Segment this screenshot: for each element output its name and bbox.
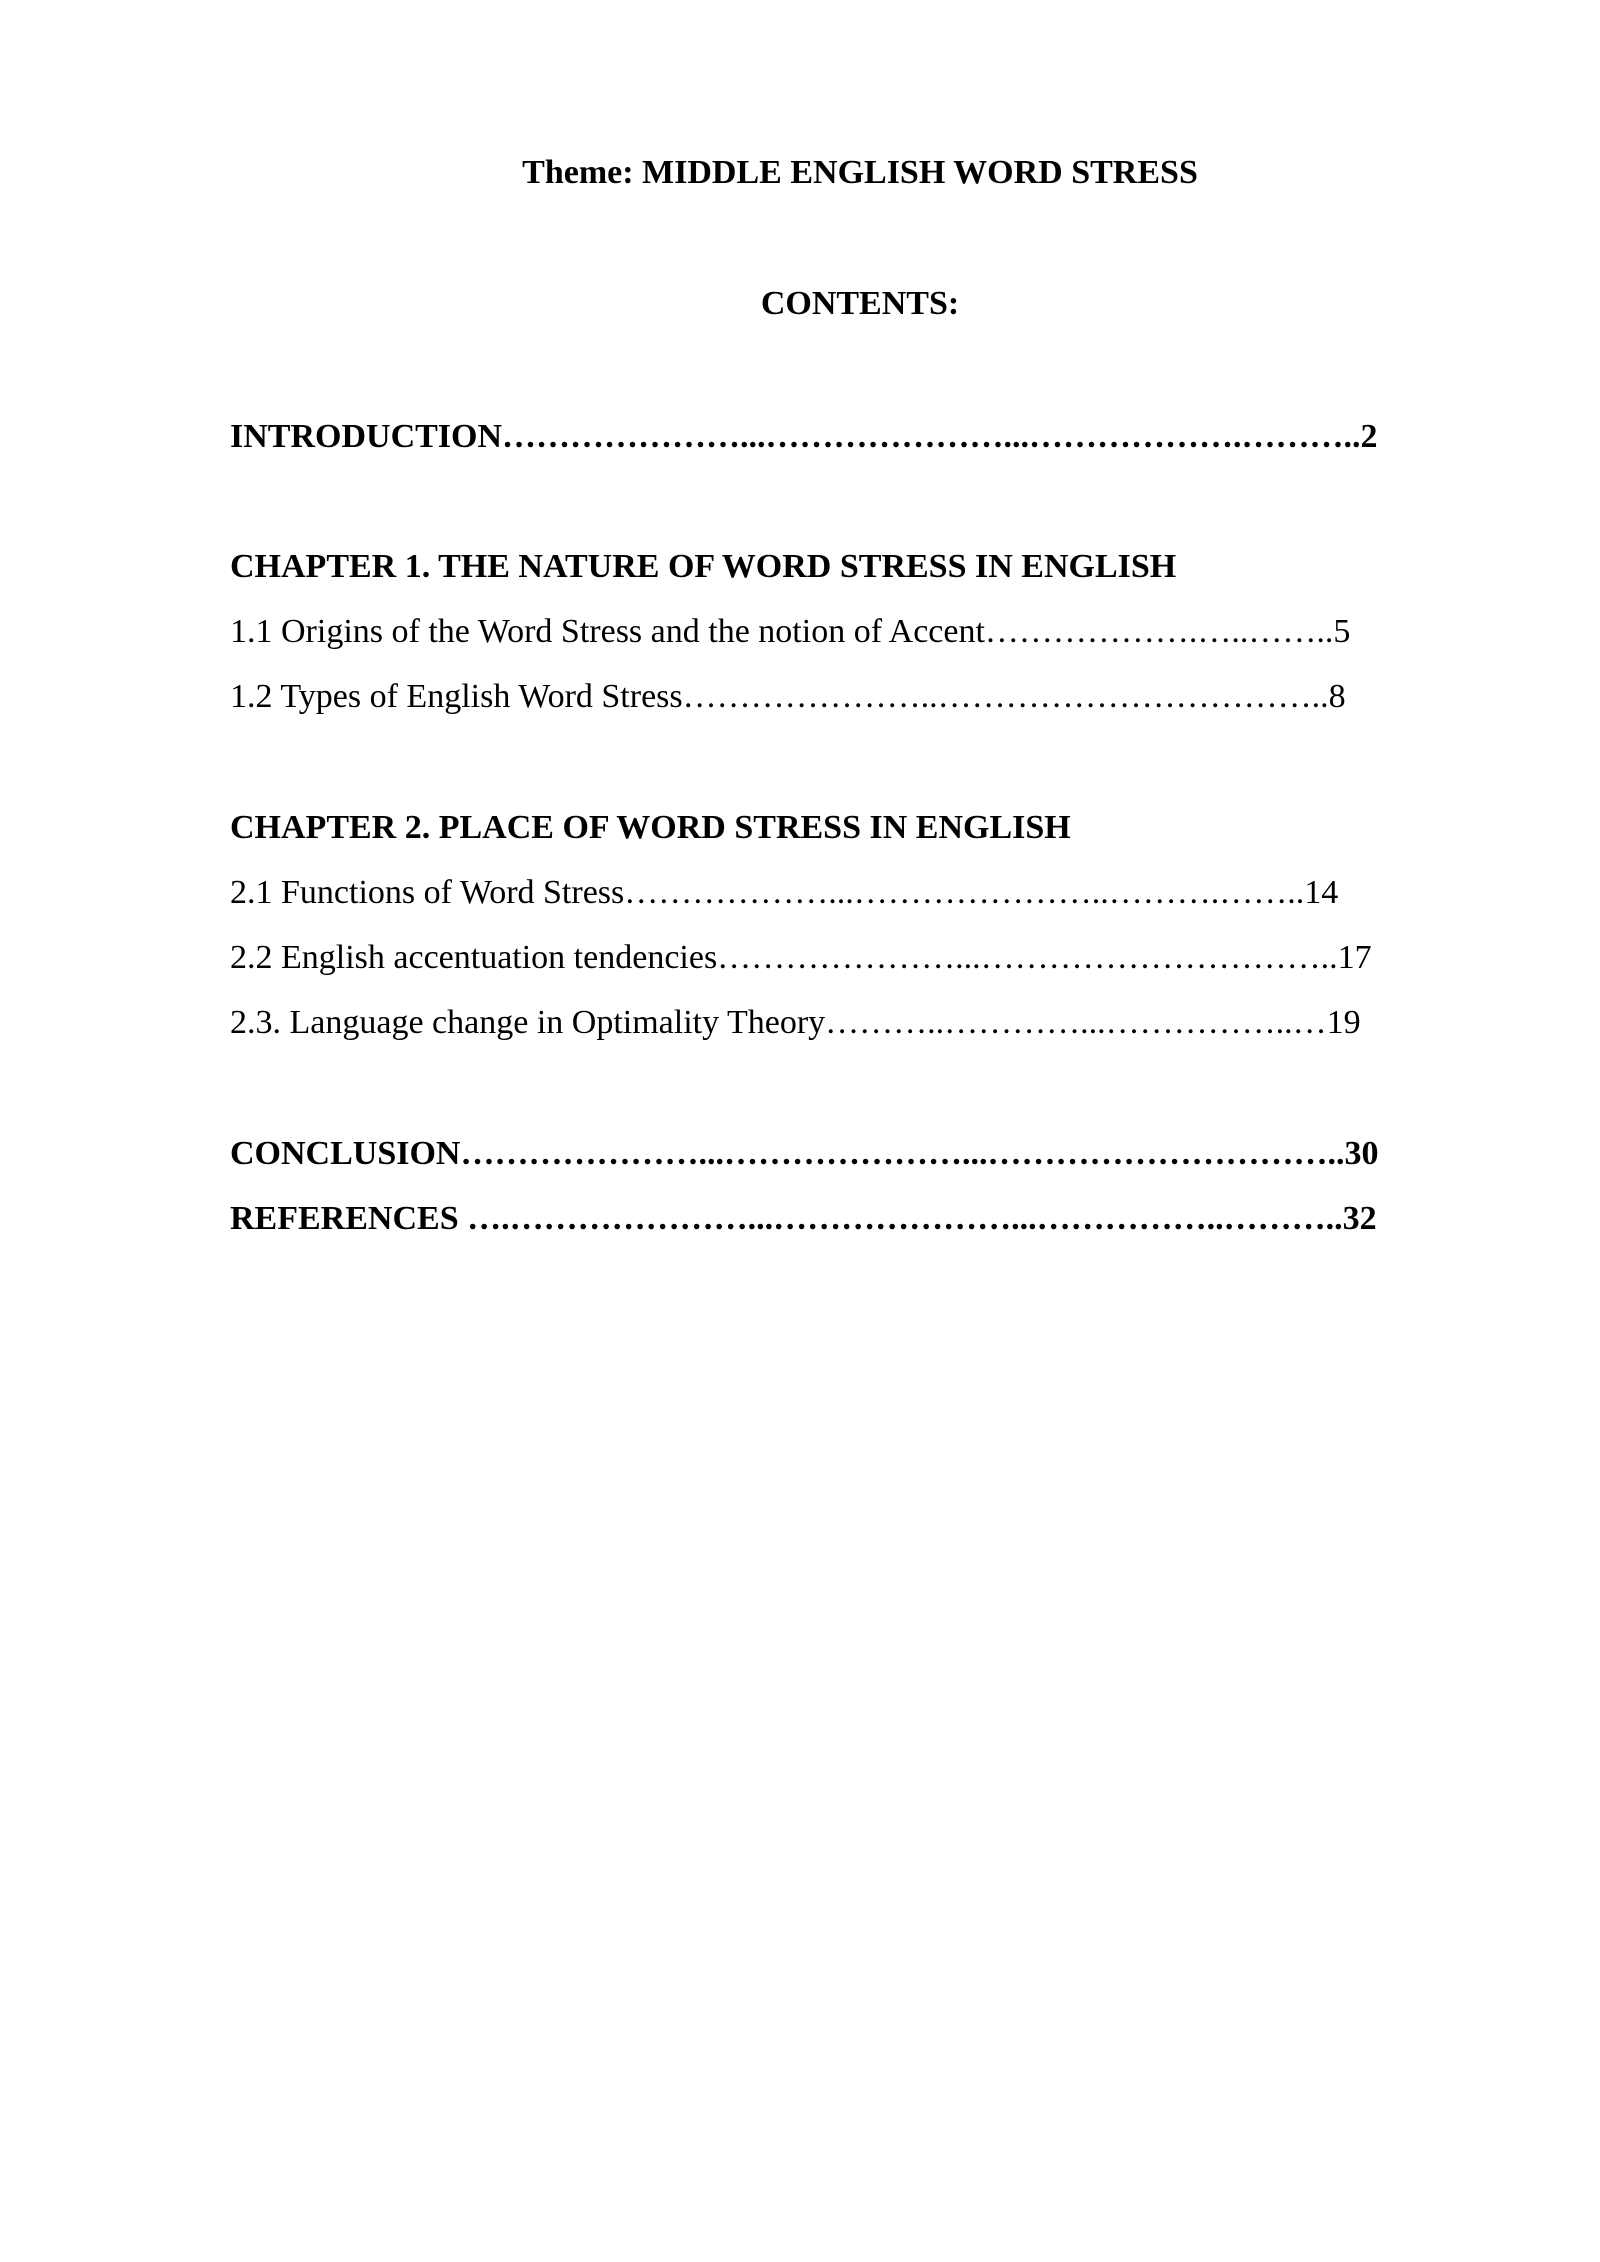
toc-conclusion-text: CONCLUSION…………………...…………………...…………………………..30 [230,1135,1379,1172]
toc-item-2-2: 2.2 English accentuation tendencies…………………...…………………………..17 [230,939,1372,976]
toc-item-2-1: 2.1 Functions of Word Stress………………...…………………..……….……..14 [230,874,1339,911]
toc-item-1-1: 1.1 Origins of the Word Stress and the notion of Accent……………….…..……..5 [230,613,1351,650]
toc-introduction [230,415,1378,459]
toc-chapter2-heading: CHAPTER 2. PLACE OF WORD STRESS IN ENGLISH [230,809,1071,846]
toc-item-1-2: 1.2 Types of English Word Stress…………………..……………………………..8 [230,678,1346,715]
toc-item-2-3: 2.3. Language change in Optimality Theory………..…………...……………..…19 [230,1004,1361,1041]
toc-conclusion [230,1132,1378,1176]
toc-references [230,1197,1377,1241]
toc-chapter1-heading: CHAPTER 1. THE NATURE OF WORD STRESS IN ENGLISH [230,548,1177,585]
toc-references-text: REFERENCES ….…………………...…………………...……………..………..32 [230,1200,1377,1237]
contents-heading: CONTENTS: [760,285,960,322]
theme-title: Theme: MIDDLE ENGLISH WORD STRESS [522,154,1198,191]
toc-introduction-text: INTRODUCTION…………………...…………………...……………….………..2 [230,418,1378,455]
